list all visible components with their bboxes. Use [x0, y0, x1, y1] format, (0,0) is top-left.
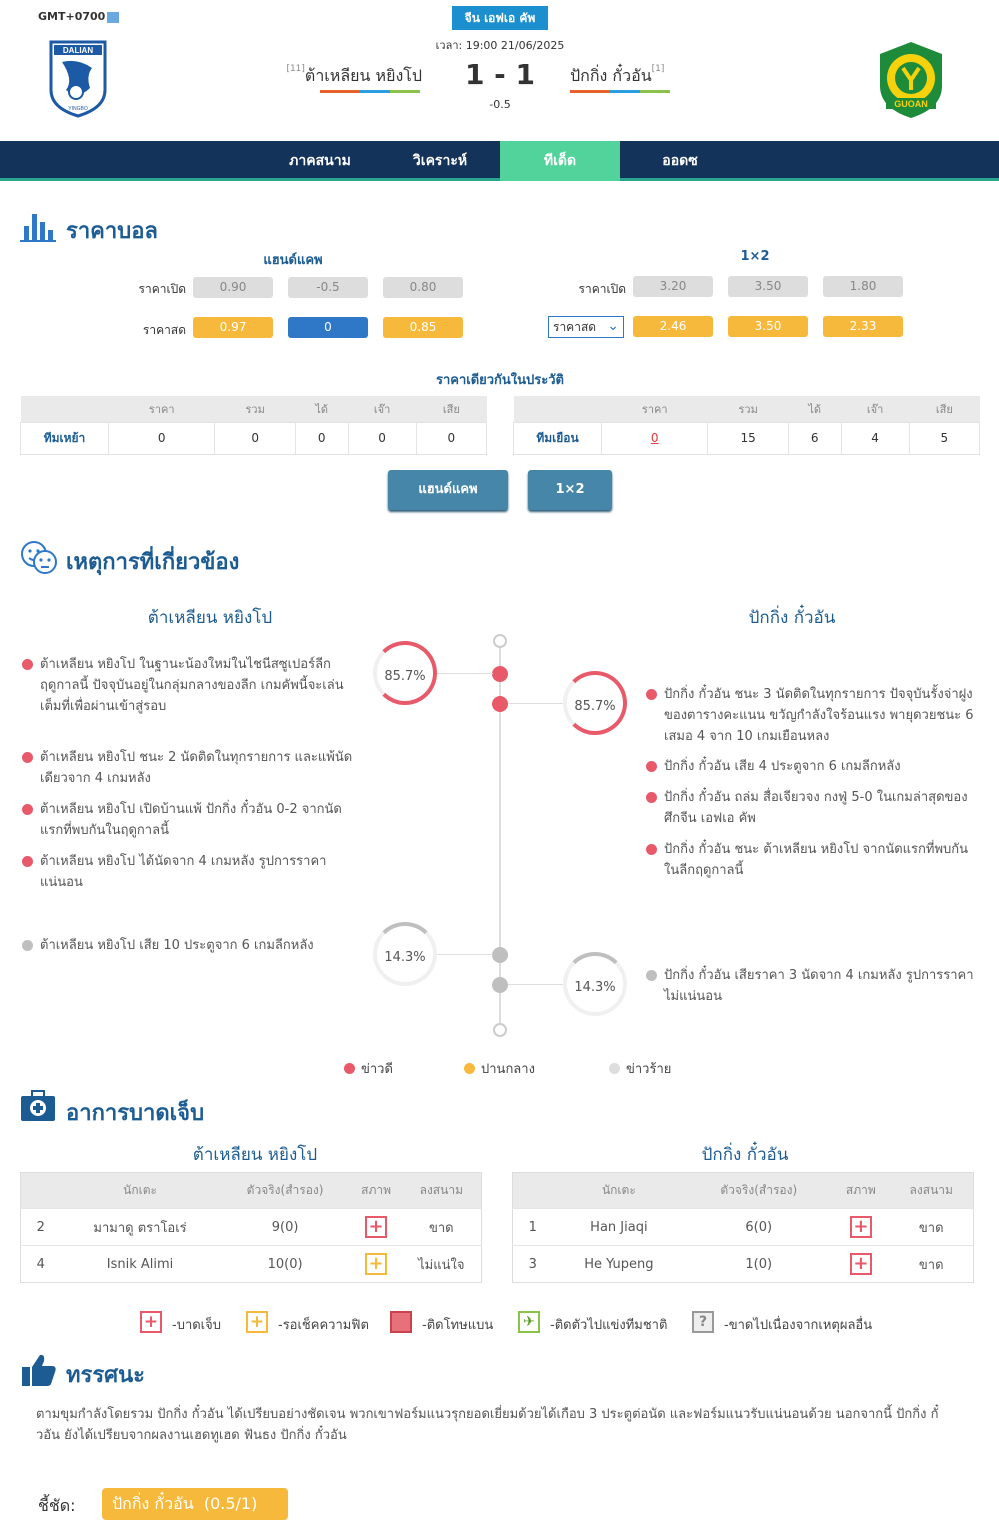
timeline-dot-home-good — [492, 666, 508, 682]
home-crest-sub: YINGBO — [68, 106, 88, 112]
pick-badge: ปักกิ่ง กั๋วอัน (0.5/1) — [102, 1488, 288, 1520]
x12-live-home[interactable]: 2.46 — [633, 316, 713, 337]
away-history-table: ราคา รวม ได้ เจ๊า เสีย ทีมเยือน 0 15 6 4 5 — [513, 396, 980, 455]
home-injuries-table: นักเตะ ตัวจริง(สำรอง) สภาพ ลงสนาม 2 มามาดู ตราโอเร่ 9(0) + ขาด 4 Isnik Alimi 10(0) + ไม่แน่ใจ — [20, 1172, 482, 1283]
fitness-doubt-icon: + — [365, 1253, 387, 1275]
opinion-text: ตามขุมกำลังโดยรวม ปักกิ่ง กั๋วอัน ได้เปรียบอย่างชัดเจน พวกเขาฟอร์มแนวรุกยอดเยี่ยมด้วยได้เกือบ 3 ประตูต่อนัด และฟอร์มแนวรับแน่นอนด้วย นอกจากนี้ ปักกิ่ง กั๋วอัน ยังได้เปรียบจากผลงานเฮดทูเฮด ฟันธง ปักกิ่ง กั๋วอัน — [36, 1407, 939, 1443]
away-event: ปักกิ่ง กั๋วอัน เสีย 4 ประตูจาก 6 เกมลีกหลัง — [664, 756, 982, 777]
table-row: ทีมเยือน 0 15 6 4 5 — [514, 422, 980, 454]
timeline-dot-away-bad — [492, 977, 508, 993]
home-bad-percent: 14.3% — [373, 922, 437, 986]
medical-kit-icon — [20, 1090, 56, 1122]
away-event: ปักกิ่ง กั๋วอัน ชนะ ต้าเหลียน หยิงโป จากนัดแรกที่พบกันในลีกฤดูกาลนี้ — [664, 839, 982, 881]
bar-chart-icon — [20, 212, 56, 242]
events-away-team: ปักกิ่ง กั๋วอัน — [748, 608, 836, 628]
handicap-open-label: ราคาเปิด — [138, 282, 186, 296]
handicap-title: แฮนด์แคพ — [263, 253, 323, 268]
away-event: ปักกิ่ง กั๋วอัน เสียราคา 3 นัดจาก 4 เกมหลัง รูปการราคาไม่แน่นอน — [664, 965, 982, 1007]
home-history-table: ราคา รวม ได้ เจ๊า เสีย ทีมเหย้า 0 0 0 0 0 — [20, 396, 487, 455]
legend-bad: ข่าวร้าย — [609, 1058, 671, 1079]
timeline-start — [493, 634, 507, 648]
question-icon: ? — [692, 1311, 714, 1333]
legend-neutral: ปานกลาง — [464, 1058, 535, 1079]
events-home-team: ต้าเหลียน หยิงโป — [147, 608, 273, 628]
injured-icon: + — [365, 1216, 387, 1238]
away-team-crest[interactable] — [876, 40, 946, 120]
table-row: 2 มามาดู ตราโอเร่ 9(0) + ขาด — [21, 1209, 482, 1246]
injured-icon: + — [850, 1253, 872, 1275]
x12-live-draw[interactable]: 3.50 — [728, 316, 808, 337]
table-row: 4 Isnik Alimi 10(0) + ไม่แน่ใจ — [21, 1246, 482, 1283]
x12-live-select[interactable]: ราคาสด ⌄ — [548, 316, 624, 338]
away-crest-text: GUOAN — [894, 99, 928, 109]
home-name-underline — [320, 90, 420, 93]
score: 1 - 1 — [464, 58, 536, 91]
handicap-open-away[interactable]: 0.80 — [383, 277, 463, 298]
x12-live-away[interactable]: 2.33 — [823, 316, 903, 337]
away-event: ปักกิ่ง กั๋วอัน ถล่ม สื่อเจียวจง กงฟู่ 5-0 ในเกมล่าสุดของศึกจีน เอฟเอ คัพ — [664, 787, 982, 829]
away-team-name[interactable]: ปักกิ่ง กั๋วอัน[1] — [570, 64, 665, 85]
tab-odds[interactable]: ออดซ — [662, 153, 698, 169]
handicap-live-home[interactable]: 0.97 — [193, 317, 273, 338]
events-section-title: เหตุการที่เกี่ยวข้อง — [66, 550, 240, 575]
home-team-name[interactable]: [11]ต้าเหลียน หยิงโป — [286, 64, 422, 85]
connector — [508, 984, 564, 985]
injuries-home-team: ต้าเหลียน หยิงโป — [192, 1145, 318, 1165]
away-good-percent: 85.7% — [563, 671, 627, 735]
tab-field[interactable]: ภาคสนาม — [289, 153, 351, 169]
away-bad-percent: 14.3% — [563, 952, 627, 1016]
x12-title: 1×2 — [740, 249, 770, 264]
home-team-crest[interactable] — [48, 40, 108, 118]
handicap-line: -0.5 — [489, 98, 511, 111]
handicap-open-home[interactable]: 0.90 — [193, 277, 273, 298]
away-injuries-table: นักเตะ ตัวจริง(สำรอง) สภาพ ลงสนาม 1 Han Jiaqi 6(0) + ขาด 3 He Yupeng 1(0) + ขาด — [512, 1172, 974, 1283]
home-event: ต้าเหลียน หยิงโป ได้นัดจาก 4 เกมหลัง รูปการราคาแน่นอน — [40, 851, 360, 893]
legend-injured: -บาดเจ็บ — [172, 1318, 221, 1333]
handicap-live-line[interactable]: 0 — [288, 317, 368, 338]
home-event: ต้าเหลียน หยิงโป เสีย 10 ประตูจาก 6 เกมลีกหลัง — [40, 935, 360, 956]
history-title: ราคาเดียวกันในประวัติ — [435, 373, 565, 388]
tab-tips[interactable]: ทีเด็ด — [500, 141, 620, 181]
thumbs-up-icon — [20, 1352, 58, 1388]
handicap-live-away[interactable]: 0.85 — [383, 317, 463, 338]
injured-icon: + — [850, 1216, 872, 1238]
handicap-open-line[interactable]: -0.5 — [288, 277, 368, 298]
tab-analysis[interactable]: วิเคราะห์ — [412, 153, 468, 169]
home-event: ต้าเหลียน หยิงโป ชนะ 2 นัดติดในทุกรายการ และแพ้นัดเดียวจาก 4 เกมหลัง — [40, 747, 360, 789]
x12-button[interactable]: 1×2 — [528, 470, 612, 510]
injuries-section-title: อาการบาดเจ็บ — [66, 1101, 205, 1126]
legend-fitness: -รอเช็คความฟิต — [278, 1318, 369, 1333]
main-nav — [0, 141, 999, 181]
timezone-label[interactable]: GMT+0700 — [38, 10, 119, 23]
timeline-dot-home-bad — [492, 947, 508, 963]
home-event: ต้าเหลียน หยิงโป ในฐานะน้องใหม่ในไชนีสซูเปอร์ลีกฤดูกาลนี้ ปัจจุบันอยู่ในกลุ่มกลางของลีก เกมคัพนี้จะเล่นเต็มที่เพื่อผ่านเข้าสู่รอบ — [40, 654, 360, 717]
x12-open-draw[interactable]: 3.50 — [728, 276, 808, 297]
match-time: เวลา: 19:00 21/06/2025 — [435, 39, 565, 52]
away-event: ปักกิ่ง กั๋วอัน ชนะ 3 นัดติดในทุกรายการ ปัจจุบันรั้งจ่าฝูงของตารางคะแนน ขวัญกำลังใจร้อนแรง พายุดวยชนะ 6 เสมอ 4 จาก 10 เกมเยือนหลง — [664, 684, 982, 747]
home-event: ต้าเหลียน หยิงโป เปิดบ้านแพ้ ปักกิ่ง กั๋วอัน 0-2 จากนัดแรกที่พบกันในฤดูกาลนี้ — [40, 799, 360, 841]
x12-open-home[interactable]: 3.20 — [633, 276, 713, 297]
injuries-away-team: ปักกิ่ง กั๋วอัน — [701, 1145, 789, 1165]
handicap-live-label: ราคาสด — [142, 323, 186, 337]
info-icon — [107, 12, 119, 23]
table-row: ทีมเหย้า 0 0 0 0 0 — [21, 422, 487, 454]
timeline-end — [493, 1023, 507, 1037]
x12-open-label: ราคาเปิด — [578, 282, 626, 296]
connector — [437, 954, 493, 955]
away-name-underline — [570, 90, 670, 93]
table-row: 1 Han Jiaqi 6(0) + ขาด — [513, 1209, 974, 1246]
history-link[interactable]: 0 — [602, 422, 708, 454]
pick-label: ชี้ชัด: — [38, 1496, 76, 1515]
fitness-doubt-icon: + — [246, 1311, 268, 1333]
suspended-icon — [390, 1311, 412, 1333]
timeline-dot-away-good — [492, 696, 508, 712]
table-row: 3 He Yupeng 1(0) + ขาด — [513, 1246, 974, 1283]
handicap-button[interactable]: แฮนด์แคพ — [388, 470, 508, 510]
connector — [508, 703, 564, 704]
opinion-section-title: ทรรศนะ — [66, 1363, 145, 1388]
legend-national: -ติดตัวไปแข่งทีมชาติ — [550, 1318, 668, 1333]
home-good-percent: 85.7% — [373, 641, 437, 705]
chevron-down-icon: ⌄ — [607, 318, 619, 334]
faces-icon — [20, 540, 58, 576]
x12-open-away[interactable]: 1.80 — [823, 276, 903, 297]
legend-suspended: -ติดโทษแบน — [422, 1318, 494, 1333]
legend-other: -ขาดไปเนื่องจากเหตุผลอื่น — [724, 1318, 873, 1333]
legend-good: ข่าวดี — [344, 1058, 393, 1079]
home-crest-text: DALIAN — [62, 46, 94, 55]
odds-section-title: ราคาบอล — [66, 219, 158, 244]
injured-icon: + — [140, 1311, 162, 1333]
league-badge[interactable]: จีน เอฟเอ คัพ — [452, 6, 548, 30]
plane-icon: ✈ — [518, 1311, 540, 1333]
connector — [437, 673, 493, 674]
